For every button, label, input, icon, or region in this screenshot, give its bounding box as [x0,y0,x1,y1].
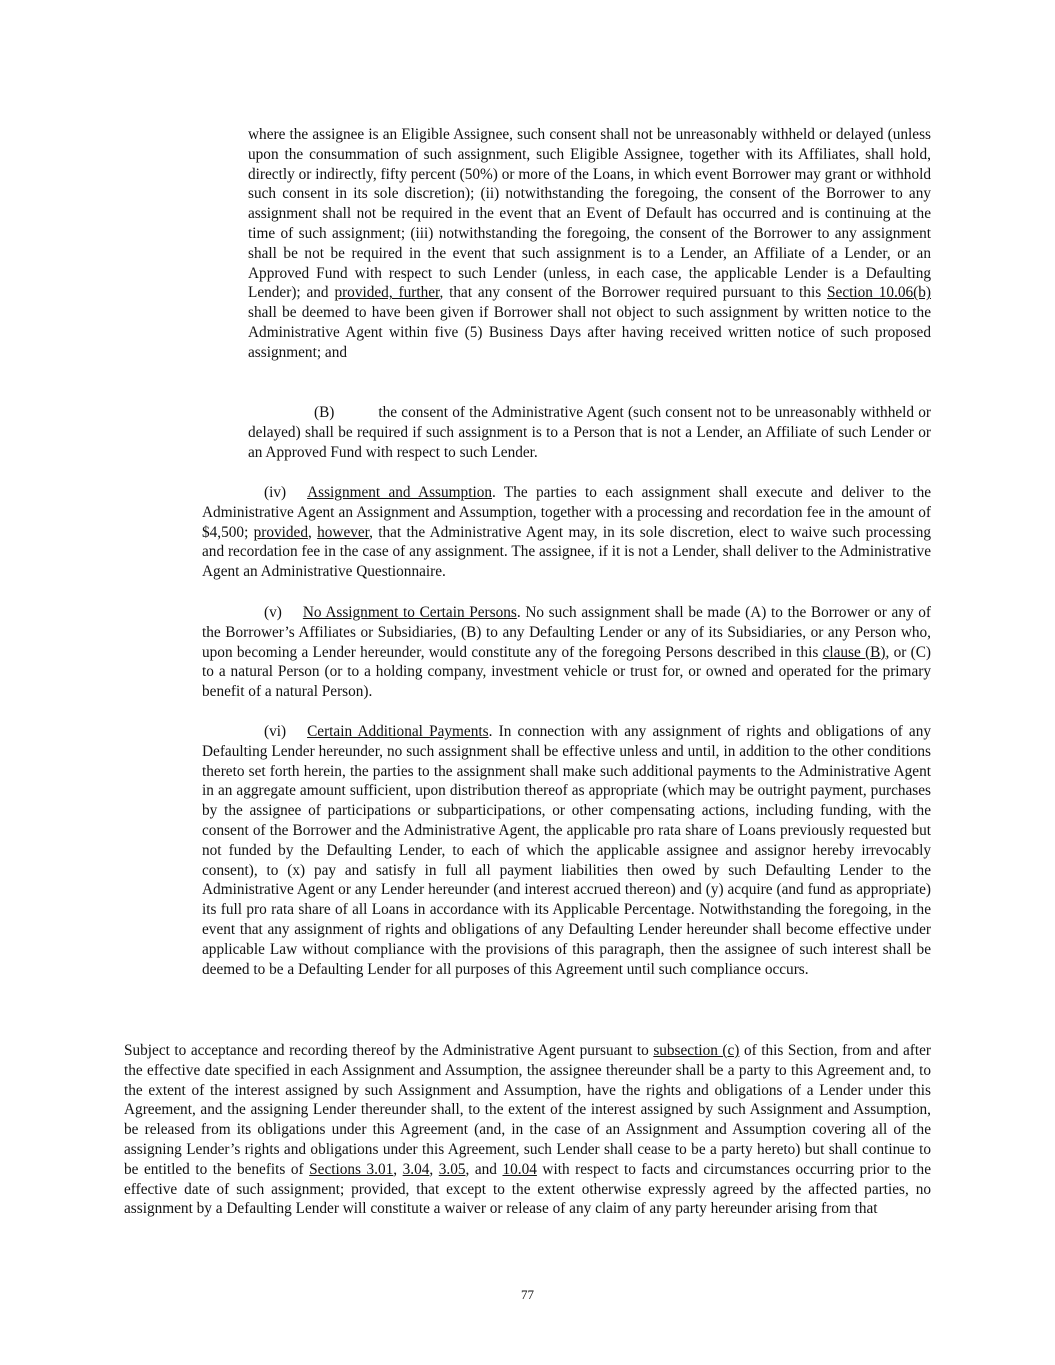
text: , that any consent of the Borrower required pursuant to this [439,284,828,302]
text: . No such assignment shall be made (A) to the Borrower or any of the Borrower’s Affiliates or Subsidiaries, (B) to any Defaulting Lender or any of its Subsidiaries, or any Person who, upon becoming a Lender hereunder, would constitute any of the foregoing Persons described in this [202,604,931,661]
section-reference: 10.04 [502,1160,537,1178]
underlined-however: however [317,523,370,541]
underlined-provided: provided [253,523,308,541]
text: of this Section, from and after the effective date specified in each Assignment and Assumption, the assignee thereunder shall be a party to this Agreement and, to the extent of the interest assigned by such Assignment and Assumption, have the rights and obligations of a Lender under this Agreement, and the assigning Lender thereunder shall, to the extent of the interest assigned by such Assignment and Assumption, be released from its obligations under this Agreement (and, in the case of an Assignment and Assumption covering all of the assigning Lender’s rights and obligations under this Agreement, such Lender shall cease to be a party hereto) but shall continue to be entitled to the benefits of [124,1042,931,1178]
clause-reference: clause (B) [822,643,886,661]
section-reference: 3.05 [438,1160,466,1178]
text: Subject to acceptance and recording thereof by the Administrative Agent pursuant to [124,1042,654,1059]
underlined-provided-further: provided, further [334,284,440,302]
clause-label: (iv) [264,484,287,501]
text: . In connection with any assignment of rights and obligations of any Defaulting Lender hereunder, no such assignment shall be effective unless and until, in addition to the other conditions thereto set forth herein, the parties to the assignment shall make such additional payments to the Administrative Agent in an aggregate amount sufficient, upon distribution thereof as appropriate (which may be outright payment, purchases by the assignee of participations or subparticipations, or other compensating actions, including funding, with the consent of the Borrower and the Administrative Agent, the applicable pro rata share of Loans previously requested but not funded by the Defaulting Lender, to each of which the applicable assignee and assignor hereby irrevocably consent), to (x) pay and satisfy in full all payment liabilities then owed by such Defaulting Lender to the Administrative Agent or any Lender hereunder (and interest accrued thereon) and (y) acquire (and fund as appropriate) its full pro rata share of all Loans in accordance with its Applicable Percentage. Notwithstanding the foregoing, in the event that any assignment of rights and obligations of any Defaulting Lender hereunder shall become effective under applicable Law without compliance with the provisions of this paragraph, then the assignee of such interest shall be deemed to be a Defaulting Lender for all purposes of this Agreement until such compliance occurs. [202,723,931,978]
paragraph-final [124,1041,931,1219]
text: , and [465,1160,503,1178]
section-reference: Sections 3.01 [309,1160,394,1178]
text: , or (C) to a natural Person (or to a holding company, investment vehicle or trust for, or owned and operated for the primary benefit of a natural Person). [202,643,932,701]
paragraph-consent-continuation [248,125,931,363]
subsection-reference: subsection (c) [653,1042,740,1059]
text: , that the Administrative Agent may, in its sole discretion, elect to waive such processing and recordation fee in the case of any assignment. The assignee, if it is not a Lender, shall deliver to the Administrative Agent an Administrative Questionnaire. [202,523,931,581]
clause-heading: No Assignment to Certain Persons [302,604,517,621]
paragraph-b [248,403,931,462]
clause-label: (vi) [264,723,287,740]
text: , [307,523,318,541]
text: , [429,1160,439,1178]
text: shall be deemed to have been given if Borrower shall not object to such assignment by written notice to the Administrative Agent within five (5) Business Days after having received written notice of such proposed assignment; and [248,304,931,361]
clause-heading: Certain Additional Payments [307,723,489,740]
text: . The parties to each assignment shall execute and deliver to the Administrative Agent an Assignment and Assumption, together with a processing and recordation fee in the amount of $4,500; [202,484,932,541]
text: the consent of the Administrative Agent (such consent not to be unreasonably withheld or delayed) shall be required if such assignment is to a Person that is not a Lender, an Affiliate of such Lender or an Approved Fund with respect to such Lender. [248,404,931,461]
section-reference: 3.04 [402,1160,430,1178]
text: with respect to facts and circumstances occurring prior to the effective date of such assignment; provided, that except to the extent otherwise expressly agreed by the affected parties, no assignment by a Defaulting Lender will constitute a waiver or release of any claim of any party hereunder arising from that [124,1160,931,1218]
page-number: 77 [521,1287,534,1302]
text: where the assignee is an Eligible Assignee, such consent shall not be unreasonably withheld or delayed (unless upon the consummation of such assignment, such Eligible Assignee, together with its Affiliates, shall hold, directly or indirectly, fifty percent (50%) or more of the Loans, in which event Borrower may grant or withhold such consent in its sole discretion); (ii) notwithstanding the foregoing, the consent of the Borrower to any assignment shall not be required in the event that an Event of Default has occurred and is continuing at the time of such assignment; (iii) notwithstanding the foregoing, the consent of the Borrower to any assignment shall be not be required in the event that such assignment is to a Lender, an Affiliate of a Lender, or an Approved Fund with respect to such Lender (unless, in each case, the applicable Lender is a Defaulting Lender); and [248,126,931,302]
clause-label: (B) [314,404,335,421]
paragraph-vi [202,722,931,979]
clause-heading: Assignment and Assumption [307,484,492,501]
section-reference: Section 10.06(b) [827,284,931,302]
text: , [393,1160,403,1178]
paragraph-v [202,603,931,702]
clause-label: (v) [264,604,282,621]
paragraph-iv [202,483,931,582]
